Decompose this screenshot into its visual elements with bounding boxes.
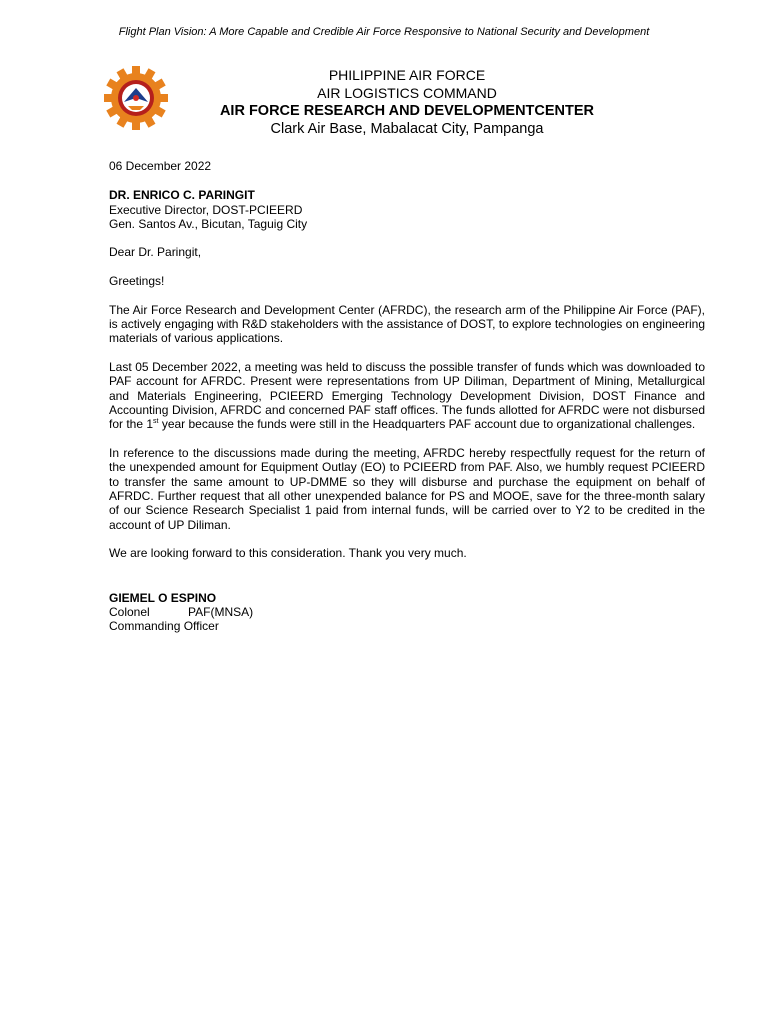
vision-statement: Flight Plan Vision: A More Capable and Credible Air Force Responsive to National Security and Development [118, 26, 650, 38]
letterhead-line-1: PHILIPPINE AIR FORCE [328, 67, 486, 83]
letterhead-address: Clark Air Base, Mabalacat City, Pampanga [270, 121, 544, 137]
letterhead-line-2: AIR LOGISTICS COMMAND [317, 85, 497, 101]
greeting: Greetings! [109, 273, 165, 288]
signatory-position: Commanding Officer [109, 619, 219, 634]
signatory-rank: Colonel [109, 605, 150, 620]
signatory-service: PAF(MNSA) [188, 605, 254, 620]
recipient-title: Executive Director, DOST-PCIEERD [109, 202, 303, 217]
salutation: Dear Dr. Paringit, [109, 245, 202, 260]
recipient-name: DR. ENRICO C. PARINGIT [109, 188, 255, 203]
paragraph-2-superscript: st [153, 418, 159, 426]
letterhead-line-3: AIR FORCE RESEARCH AND DEVELOPMENTCENTER [219, 103, 595, 119]
closing-line: We are looking forward to this consideration. Thank you very much. [109, 546, 467, 561]
letter-body [109, 159, 705, 634]
letterhead [188, 66, 626, 138]
paragraph-2-text-a: Last 05 December 2022, a meeting was held to discuss the possible transfer of funds which was downloaded to PAF account for AFRDC. Present were representations from UP Diliman, Department of Mining, Metallurgical and Materials Engineering, PCIEERD Emerging Technology Development Division, DOST Finance and Accounting Division, AFRDC and concerned PAF staff offices. The funds allotted for AFRDC were not disbursed for the 1 [109, 360, 705, 432]
recipient-block [109, 188, 705, 231]
signature-block [109, 591, 705, 634]
paragraph-1: The Air Force Research and Development Center (AFRDC), the research arm of the Philippine Air Force (PAF), is actively engaging with R&D stakeholders with the assistance of DOST, to explore technologies on engineering materials of various applications. [109, 302, 705, 346]
recipient-address: Gen. Santos Av., Bicutan, Taguig City [109, 216, 308, 231]
signatory-rank-row [109, 605, 705, 619]
afrdc-gear-seal-icon [104, 66, 168, 130]
letter-date: 06 December 2022 [109, 159, 212, 173]
signatory-name: GIEMEL O ESPINO [109, 590, 217, 605]
paragraph-2 [109, 360, 705, 431]
paragraph-3: In reference to the discussions made during the meeting, AFRDC hereby respectfully request for the return of the unexpended amount for Equipment Outlay (EO) to PCIEERD from PAF. Also, we humbly request PCIEERD to transfer the same amount to UP-DMME so they will disburse and purchase the equipment on behalf of AFRDC. Further request that all other unexpended balance for PS and MOOE, save for the three-month salary of our Science Research Specialist 1 paid from internal funds, will be carried over to Y2 to be credited in the account of UP Diliman. [109, 446, 705, 532]
paragraph-2-text-b: year because the funds were still in the Headquarters PAF account due to organizational challenges. [158, 417, 696, 432]
